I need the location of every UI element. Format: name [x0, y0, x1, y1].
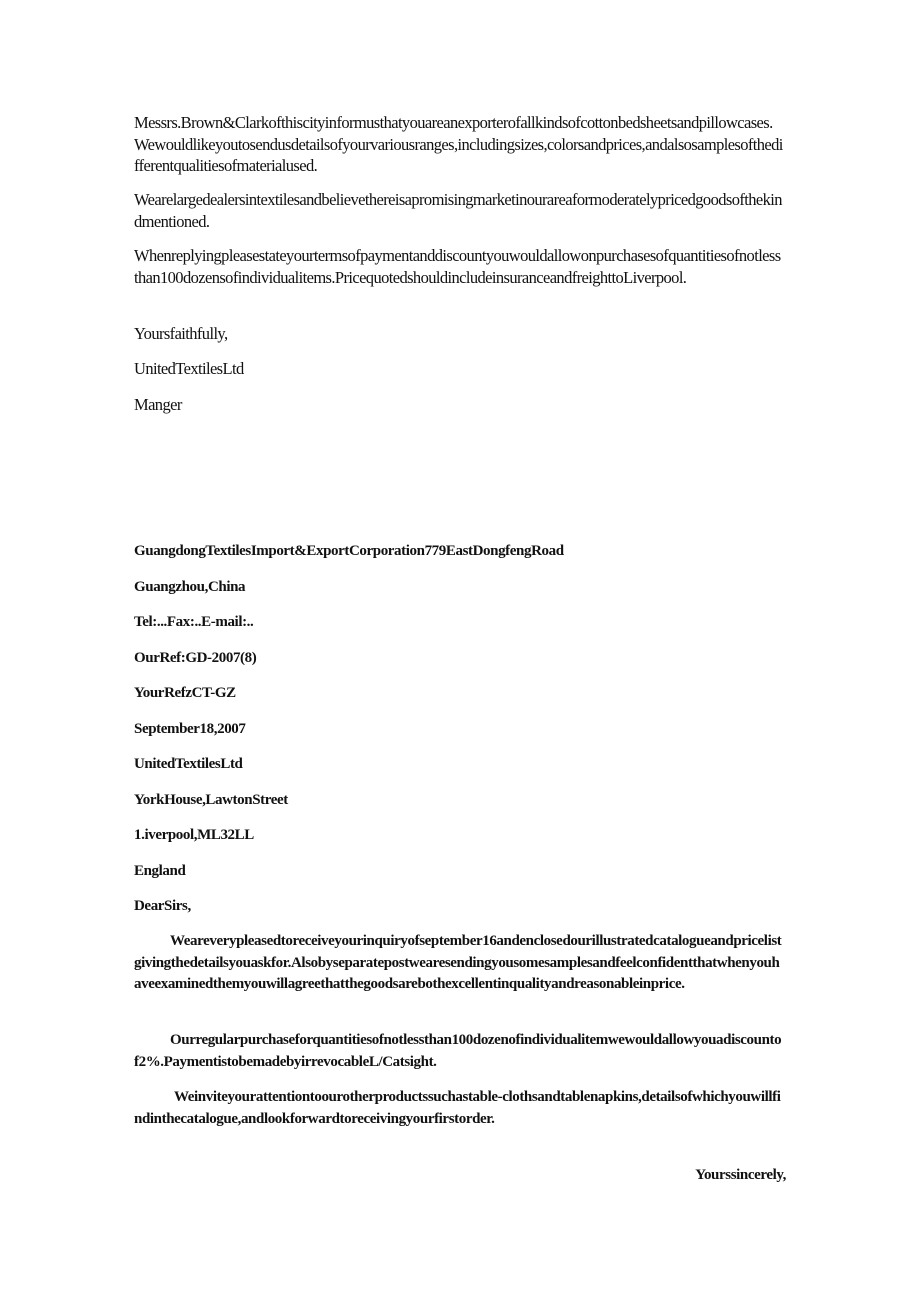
inquiry-closing: Yoursfaithfully, [134, 324, 228, 343]
inquiry-paragraph-3: Whenreplyingpleasestateyourtermsofpaymentanddiscountyouwouldallowonpurchasesofquantitiesofnotlessthan100dozensofindividualitems.PricequotedshouldincludeinsuranceandfreighttoLiverpool. [134, 246, 781, 287]
recipient-city: 1.iverpool,ML32LL [134, 827, 254, 843]
inquiry-signer-title: Manger [134, 395, 182, 414]
reply-paragraph-1: Weareverypleasedtoreceiveyourinquiryofseptember16andenclosedourillustratedcataloguea​ndpricelistgivingthedetailsyouaskfor.Alsobyseparatepostwearesendingyousomesamplesandfeelconfidentthatwhenyouhaveexaminedthemyouwillagreethatthegoodsarebothexcellentinqualityandreasonableinprice. [134, 933, 782, 992]
recipient-country: England [134, 863, 186, 879]
reply-your-ref: YourRefzCT-GZ [134, 685, 236, 701]
reply-salutation: DearSirs, [134, 898, 191, 914]
inquiry-company: UnitedTextilesLtd [134, 359, 244, 378]
inquiry-paragraph-2: Wearelargedealersintextilesandbelievethereisapromisingmarketinourareaformoderatelypricedgoodsofthekindmentioned. [134, 190, 782, 231]
reply-paragraph-2: Ourregularpurchaseforquantitiesofnotlessthan100dozenofindividualitemwewouldallowyouadiscountof2%.PaymentistobemadebyirrevocableL/Catsight. [134, 1032, 782, 1070]
recipient-street: YorkHouse,LawtonStreet [134, 792, 288, 808]
recipient-name: UnitedTextilesLtd [134, 756, 243, 772]
reply-closing: Yourssincerely, [695, 1167, 786, 1183]
reply-our-ref: OurRef:GD-2007(8) [134, 650, 257, 666]
reply-sender-city: Guangzhou,China [134, 579, 246, 595]
reply-paragraph-3: Weinviteyourattentiontoourotherproductssuchastable-clothsandtablenapkins,detailsofwhichyouwillfindinthecatalogue,andlookforwardtoreceivingyourfirstorder. [134, 1089, 781, 1127]
reply-contacts: Tel:...Fax:..E-mail:.. [134, 614, 254, 630]
inquiry-paragraph-1: Messrs.Brown&Clarkofthiscityinformusthatyouareanexporterofallkindsofcottonbedsheetsandpillowcases.Wewouldlikeyoutosendusdetailsofyourvariousranges,includingsizes,colorsandprices,andalsosamplesofthedifferentqualitiesofmaterialused. [134, 113, 783, 175]
reply-date: September18,2007 [134, 721, 246, 737]
reply-sender-address: GuangdongTextilesImport&ExportCorporation779EastDongfengRoad [134, 543, 564, 559]
